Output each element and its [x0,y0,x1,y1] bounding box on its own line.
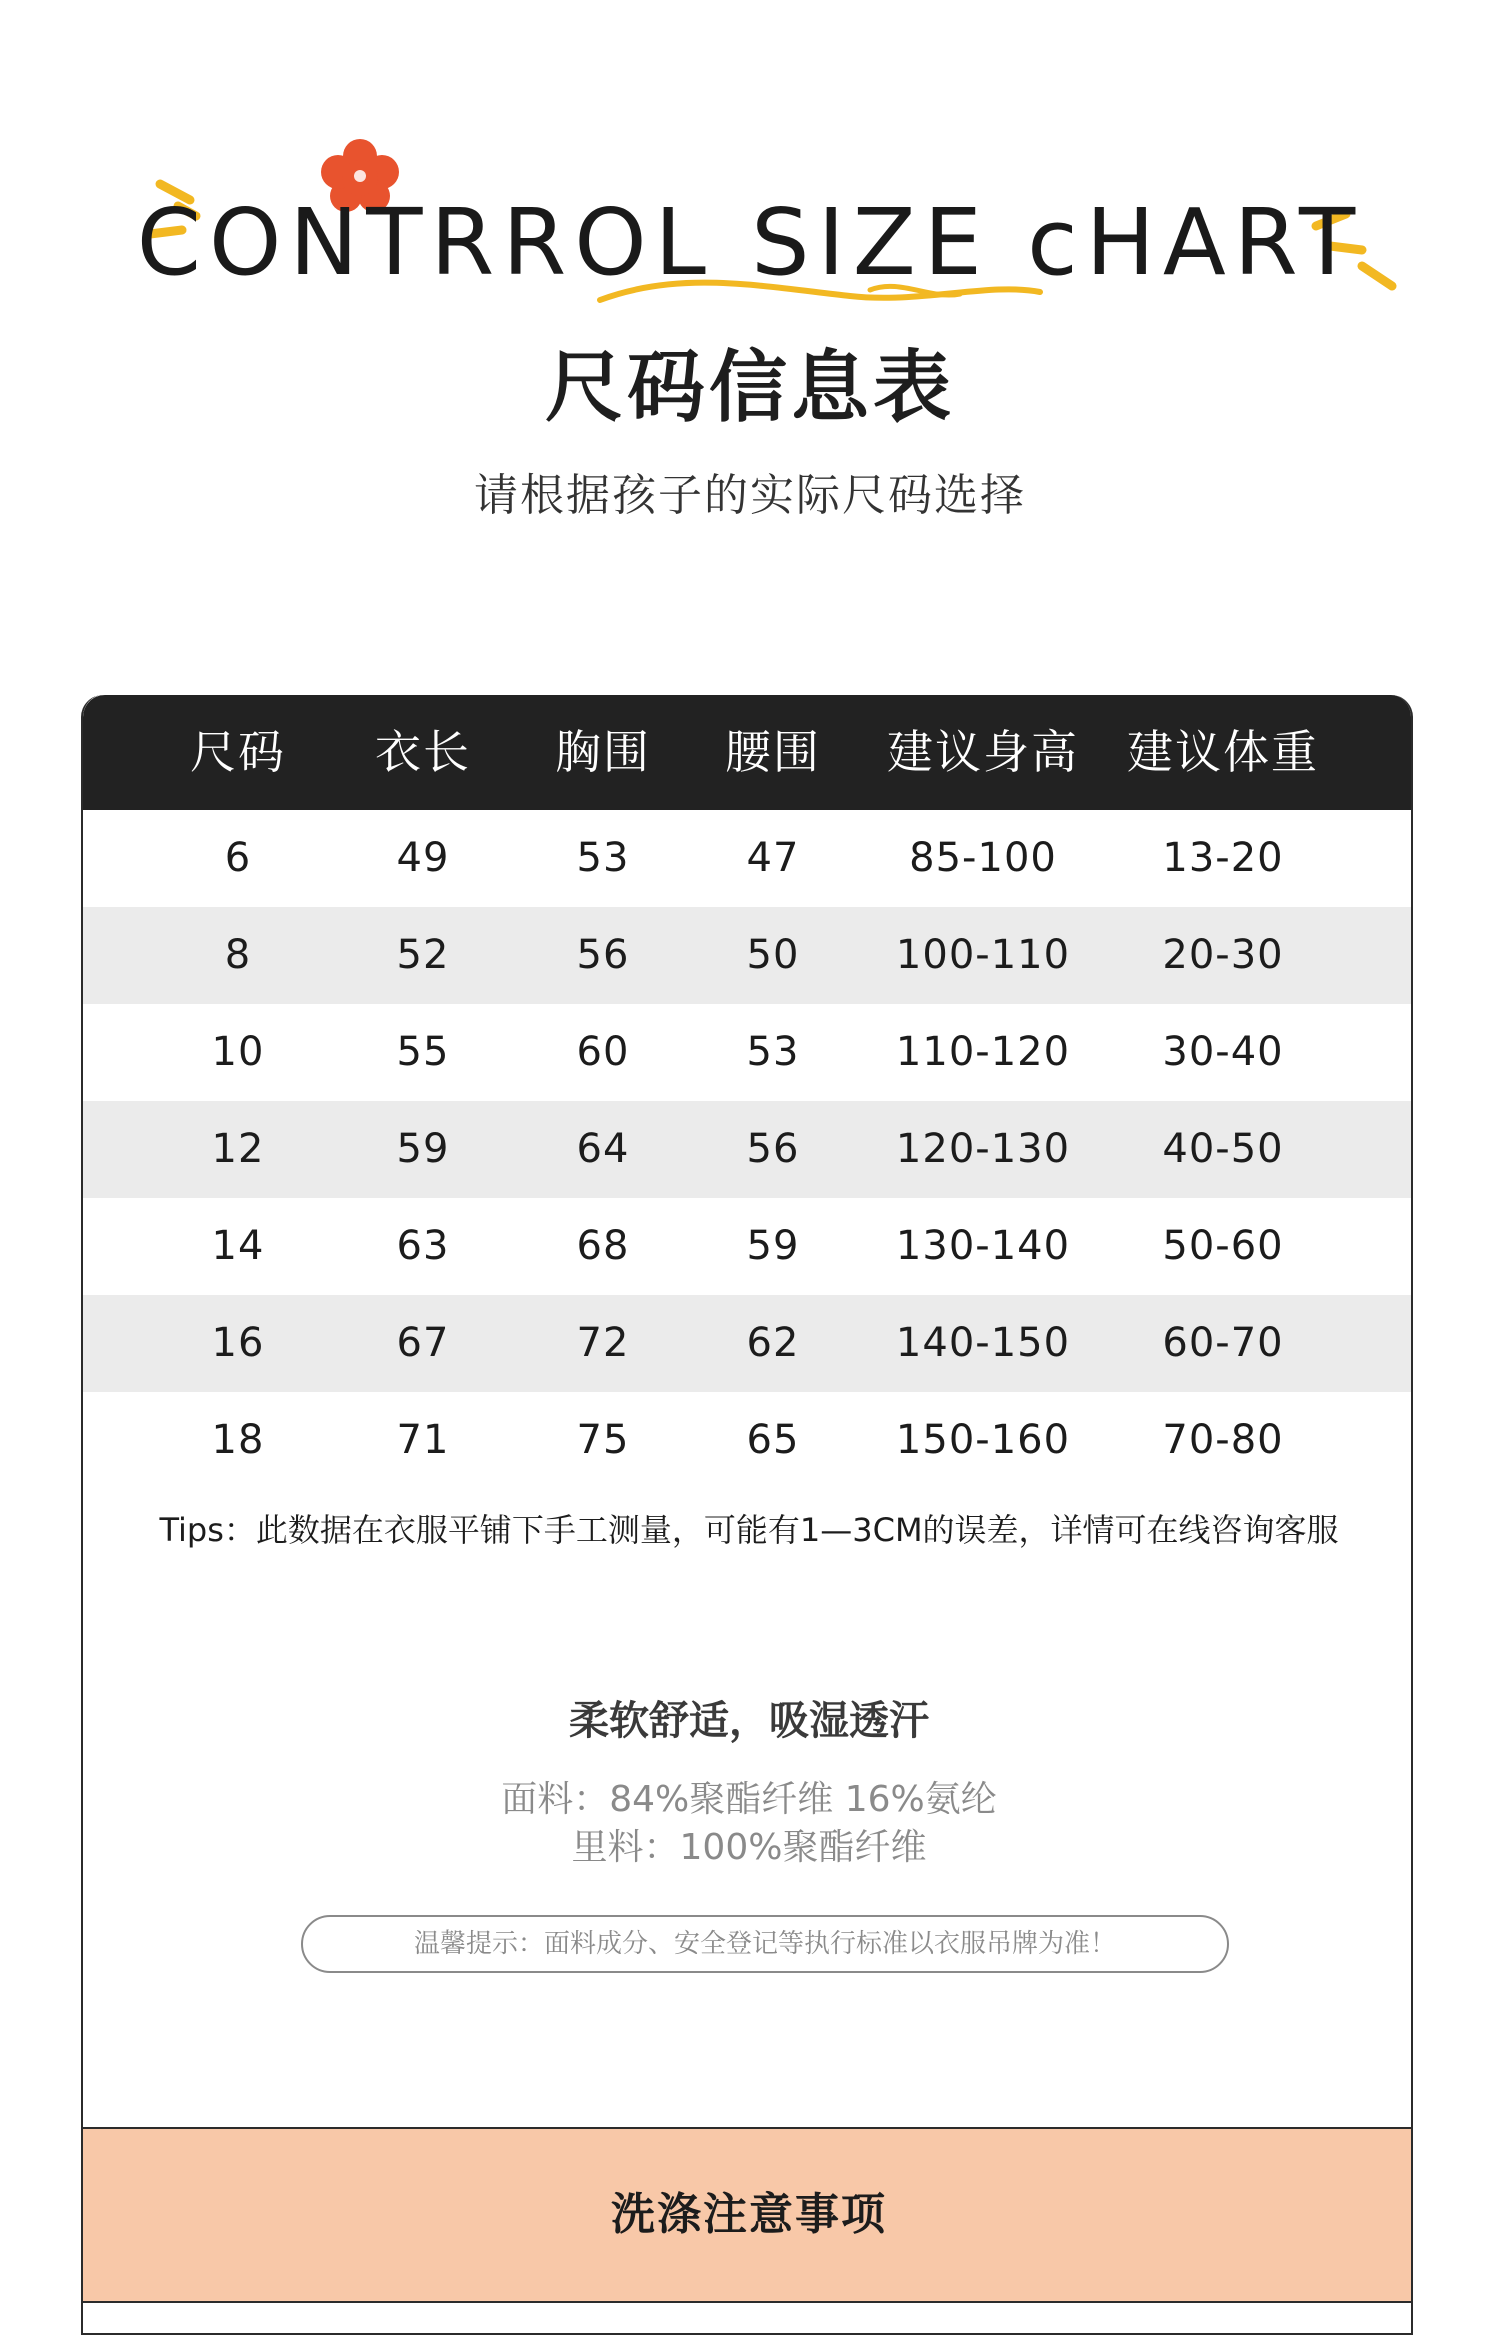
table-cell: 55 [396,1029,450,1075]
table-row [83,1198,1413,1295]
table-cell: 40-50 [1162,1126,1284,1172]
fabric-outer: 面料：84%聚酯纤维 16%氨纶 [501,1779,997,1820]
column-header-chest: 胸围 [555,725,651,779]
table-cell: 63 [396,1223,450,1269]
table-cell: 130-140 [895,1223,1071,1269]
fabric-lining: 里料：100%聚酯纤维 [571,1827,927,1868]
measurement-tips: Tips：此数据在衣服平铺下手工测量，可能有1—3CM的误差，详情可在线咨询客服 [159,1511,1339,1549]
table-cell: 60-70 [1162,1320,1284,1366]
table-cell: 72 [576,1320,630,1366]
table-row [83,1004,1413,1101]
table-cell: 8 [224,932,252,978]
table-cell: 65 [746,1417,800,1463]
table-cell: 64 [576,1126,630,1172]
table-cell: 18 [211,1417,265,1463]
column-header-weight: 建议体重 [1127,725,1319,779]
table-cell: 110-120 [895,1029,1071,1075]
page-subtitle: 请根据孩子的实际尺码选择 [474,470,1026,521]
table-cell: 13-20 [1162,835,1284,881]
column-header-size: 尺码 [190,725,286,779]
table-cell: 10 [211,1029,265,1075]
table-cell: 56 [746,1126,800,1172]
label-notice: 温馨提示：面料成分、安全登记等执行标准以衣服吊牌为准！ [301,1915,1229,1973]
column-header-waist: 腰围 [725,725,821,779]
table-cell: 14 [211,1223,265,1269]
table-row [83,1392,1413,1489]
table-cell: 12 [211,1126,265,1172]
hero-section [0,0,1500,560]
table-cell: 62 [746,1320,800,1366]
table-cell: 50 [746,932,800,978]
table-cell: 60 [576,1029,630,1075]
column-header-height: 建议身高 [887,725,1079,779]
table-header [83,695,1413,810]
table-cell: 50-60 [1162,1223,1284,1269]
table-row [83,1101,1413,1198]
table-cell: 52 [396,932,450,978]
fabric-headline: 柔软舒适，吸湿透汗 [569,1698,929,1744]
table-cell: 53 [576,835,630,881]
table-cell: 71 [396,1417,450,1463]
table-cell: 20-30 [1162,932,1284,978]
table-cell: 75 [576,1417,630,1463]
table-cell: 59 [746,1223,800,1269]
table-row [83,907,1413,1004]
care-title: 洗涤注意事项 [611,2189,887,2240]
table-cell: 6 [224,835,252,881]
table-cell: 59 [396,1126,450,1172]
table-cell: 85-100 [909,835,1057,881]
table-cell: 67 [396,1320,450,1366]
column-header-length: 衣长 [375,725,471,779]
table-cell: 49 [396,835,450,881]
page-title: 尺码信息表 [544,343,955,433]
english-title: CONTRROL SIZE cHART [136,189,1364,296]
table-row [83,810,1413,907]
table-cell: 16 [211,1320,265,1366]
table-cell: 70-80 [1162,1417,1284,1463]
care-section [83,2127,1413,2303]
table-cell: 140-150 [895,1320,1071,1366]
table-cell: 100-110 [895,932,1071,978]
table-cell: 56 [576,932,630,978]
table-cell: 120-130 [895,1126,1071,1172]
table-cell: 150-160 [895,1417,1071,1463]
size-chart-card [81,695,1413,2335]
table-cell: 53 [746,1029,800,1075]
table-cell: 47 [746,835,800,881]
table-row [83,1295,1413,1392]
table-cell: 68 [576,1223,630,1269]
table-cell: 30-40 [1162,1029,1284,1075]
